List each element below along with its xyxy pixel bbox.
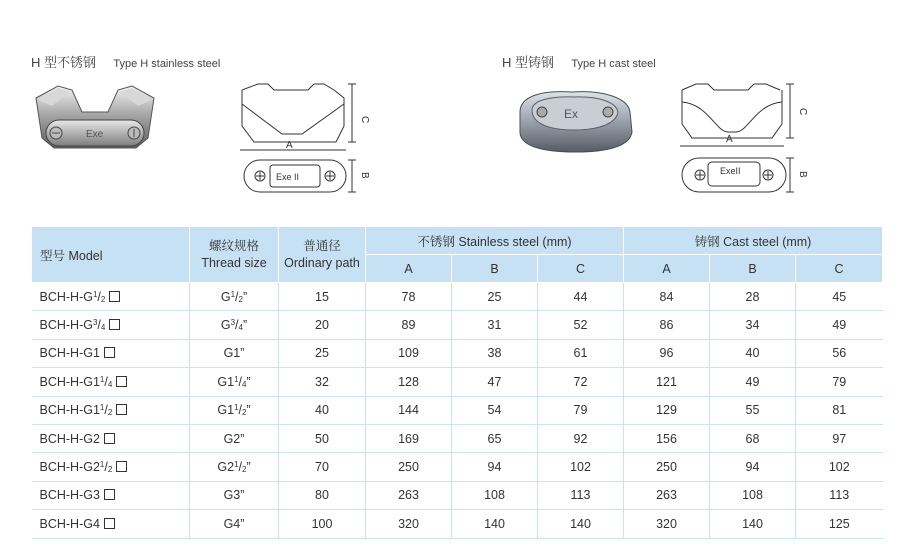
header-cast-c: C (796, 255, 883, 283)
cell-stainless-c: 140 (538, 510, 624, 538)
model-base: BCH-H-G1 (39, 403, 100, 418)
cell-stainless-a: 250 (366, 453, 452, 481)
header-path-cn: 普通径 (303, 238, 341, 253)
cell-cast-c: 49 (796, 311, 883, 339)
stainless-dim-a: A (286, 140, 293, 151)
cell-stainless-c: 44 (538, 283, 624, 311)
cell-thread-size: $G^3/_4$” (190, 311, 279, 339)
model-fraction-denominator: 4 (107, 379, 113, 389)
table-row (32, 481, 883, 509)
cell-ordinary-path: 100 (279, 510, 366, 538)
thread-fraction-numerator: 3 (230, 318, 236, 328)
cell-model: BCH-$H-G1^1/_2$ (32, 396, 190, 424)
thread-base: G1 (217, 374, 235, 389)
cell-cast-c: 113 (796, 481, 883, 509)
header-thread-cn: 螺纹规格 (208, 238, 259, 253)
header-path-en: Ordinary path (284, 255, 360, 270)
cell-cast-a: 84 (624, 283, 710, 311)
header-stainless-c: C (538, 255, 624, 283)
cell-cast-a: 129 (624, 396, 710, 424)
model-checkbox-glyph (116, 376, 127, 387)
table-row (32, 453, 883, 481)
model-checkbox-glyph (104, 518, 115, 529)
model-fraction-numerator: 1 (92, 289, 98, 299)
stainless-drawing-mark: Exe II (276, 172, 300, 182)
cell-ordinary-path: 25 (279, 339, 366, 367)
cell-thread-size: $G^1/_2$” (190, 283, 279, 311)
cell-stainless-c: 102 (538, 453, 624, 481)
cell-stainless-b: 140 (452, 510, 538, 538)
thread-base: G (220, 289, 231, 304)
thread-base: G1 (217, 403, 235, 418)
thread-base: G1 (223, 346, 241, 361)
table-row (32, 339, 883, 367)
inch-mark: ” (240, 488, 245, 503)
cell-stainless-a: 128 (366, 368, 452, 396)
table-row (32, 368, 883, 396)
stainless-dimension-drawing (236, 76, 370, 200)
cell-cast-c: 79 (796, 368, 883, 396)
cell-cast-a: 263 (624, 481, 710, 509)
cell-cast-a: 96 (624, 339, 710, 367)
cell-cast-c: 102 (796, 453, 883, 481)
stainless-dim-b: B (359, 172, 370, 179)
model-checkbox-glyph (116, 404, 127, 415)
inch-mark: ” (246, 460, 251, 475)
cell-stainless-b: 54 (452, 396, 538, 424)
inch-mark: ” (242, 289, 248, 304)
cell-thread-size (190, 510, 279, 538)
thread-base: G (220, 318, 231, 333)
model-base: BCH-H-G1 (39, 374, 100, 389)
left-title-cn: H 型不锈钢 (31, 55, 97, 70)
cell-cast-b: 40 (710, 339, 796, 367)
cell-cast-a: 156 (624, 424, 710, 452)
cast-fitting-photo (512, 86, 638, 158)
cell-cast-b: 140 (710, 510, 796, 538)
model-checkbox-glyph (104, 347, 115, 358)
cell-model (32, 481, 190, 509)
cell-stainless-a: 263 (366, 481, 452, 509)
thread-fraction-numerator: 1 (234, 403, 239, 413)
cell-stainless-b: 65 (452, 424, 538, 452)
cell-model: BCH-$H-G^3/_4$ (32, 311, 190, 339)
cell-cast-b: 68 (710, 424, 796, 452)
right-section-title (502, 52, 656, 71)
table-row (32, 311, 883, 339)
cell-stainless-b: 94 (452, 453, 538, 481)
inch-mark: ” (242, 318, 248, 333)
cell-cast-b: 55 (710, 396, 796, 424)
cell-stainless-a: 144 (366, 396, 452, 424)
cell-stainless-a: 78 (366, 283, 452, 311)
cell-stainless-a: 320 (366, 510, 452, 538)
model-fraction-numerator: 1 (99, 460, 105, 470)
cell-cast-c: 81 (796, 396, 883, 424)
inch-mark: ” (240, 431, 245, 446)
cell-ordinary-path: 70 (279, 453, 366, 481)
cell-thread-size (190, 339, 279, 367)
thread-fraction-denominator: 2 (242, 465, 247, 475)
cell-stainless-c: 79 (538, 396, 624, 424)
cell-stainless-c: 52 (538, 311, 624, 339)
model-checkbox-glyph (104, 489, 115, 500)
cell-cast-b: 34 (710, 311, 796, 339)
inch-mark: ” (246, 403, 251, 418)
thread-fraction-numerator: 1 (234, 374, 239, 384)
model-base: BCH-H-G2 (39, 431, 100, 446)
thread-fraction-numerator: 1 (234, 460, 239, 470)
model-fraction-denominator: 4 (100, 323, 106, 333)
header-thread-size (190, 227, 279, 283)
cell-thread-size (190, 481, 279, 509)
cell-cast-b: 108 (710, 481, 796, 509)
cell-cast-b: 28 (710, 283, 796, 311)
cell-ordinary-path: 32 (279, 368, 366, 396)
header-model: 型号 Model (32, 227, 190, 283)
thread-fraction-numerator: 1 (230, 289, 236, 299)
header-stainless-group: 不锈钢 Stainless steel (mm) (366, 227, 624, 255)
cell-stainless-a: 109 (366, 339, 452, 367)
model-fraction-numerator: 3 (92, 318, 98, 328)
model-base: BCH-H-G2 (39, 460, 100, 475)
thread-fraction-denominator: 2 (242, 408, 247, 418)
cell-model: BCH-$H-G2^1/_2$ (32, 453, 190, 481)
model-fraction-denominator: 2 (107, 408, 113, 418)
model-base: BCH-H-G3 (39, 488, 100, 503)
inch-mark: ” (246, 374, 251, 389)
cell-cast-c: 45 (796, 283, 883, 311)
cell-thread-size (190, 424, 279, 452)
cell-stainless-c: 92 (538, 424, 624, 452)
model-fraction-numerator: 1 (99, 374, 105, 384)
cell-cast-c: 97 (796, 424, 883, 452)
model-base: BCH-H-G (39, 289, 93, 304)
stainless-photo-mark: Exe (86, 129, 104, 140)
cell-cast-a: 121 (624, 368, 710, 396)
cell-model (32, 424, 190, 452)
cell-thread-size: $G2^1/_2$” (190, 453, 279, 481)
cell-cast-b: 49 (710, 368, 796, 396)
stainless-fitting-photo (30, 76, 160, 166)
cell-cast-a: 250 (624, 453, 710, 481)
cell-model (32, 510, 190, 538)
cell-stainless-c: 61 (538, 339, 624, 367)
thread-fraction-denominator: 4 (238, 323, 243, 333)
table-row (32, 510, 883, 538)
model-fraction-numerator: 1 (99, 403, 105, 413)
right-title-cn: H 型铸钢 (502, 55, 555, 70)
model-checkbox-glyph (104, 433, 115, 444)
cast-photo-mark: Ex (564, 107, 579, 121)
cell-stainless-b: 31 (452, 311, 538, 339)
left-section-title (31, 52, 220, 71)
specification-rows (32, 283, 883, 539)
cell-stainless-b: 108 (452, 481, 538, 509)
cell-thread-size: $G1^1/_4$” (190, 368, 279, 396)
inch-mark: ” (240, 516, 245, 531)
header-ordinary-path (279, 227, 366, 283)
header-stainless-b: B (452, 255, 538, 283)
header-thread-en: Thread size (201, 255, 267, 270)
thread-base: G2 (217, 460, 235, 475)
table-row (32, 396, 883, 424)
cell-cast-c: 56 (796, 339, 883, 367)
cast-drawing-mark: ExeII (720, 166, 741, 176)
cell-ordinary-path: 50 (279, 424, 366, 452)
cell-stainless-b: 25 (452, 283, 538, 311)
right-title-en: Type H cast steel (571, 58, 656, 70)
thread-fraction-denominator: 2 (238, 294, 243, 304)
table-row (32, 283, 883, 311)
model-checkbox-glyph (116, 461, 127, 472)
thread-base: G4 (223, 516, 241, 531)
model-fraction-denominator: 2 (100, 294, 106, 304)
cell-model: BCH-$H-G^1/_2$ (32, 283, 190, 311)
header-stainless-a: A (366, 255, 452, 283)
table-row (32, 424, 883, 452)
model-base: BCH-H-G4 (39, 516, 100, 531)
cell-stainless-a: 89 (366, 311, 452, 339)
header-cast-group: 铸钢 Cast steel (mm) (624, 227, 883, 255)
cell-stainless-b: 47 (452, 368, 538, 396)
cell-ordinary-path: 20 (279, 311, 366, 339)
model-base: BCH-H-G (39, 318, 93, 333)
cell-model: BCH-$H-G1^1/_4$ (32, 368, 190, 396)
cell-stainless-c: 72 (538, 368, 624, 396)
cell-stainless-c: 113 (538, 481, 624, 509)
cell-cast-b: 94 (710, 453, 796, 481)
cast-dim-c: C (797, 108, 808, 116)
cell-ordinary-path: 80 (279, 481, 366, 509)
model-checkbox-glyph (109, 319, 120, 330)
thread-base: G2 (223, 431, 241, 446)
inch-mark: ” (240, 346, 245, 361)
cell-ordinary-path: 40 (279, 396, 366, 424)
model-fraction-denominator: 2 (107, 465, 113, 475)
model-base: BCH-H-G1 (39, 346, 100, 361)
cell-stainless-b: 38 (452, 339, 538, 367)
cell-cast-a: 320 (624, 510, 710, 538)
cast-dim-b: B (797, 171, 808, 178)
cell-cast-a: 86 (624, 311, 710, 339)
model-checkbox-glyph (109, 291, 120, 302)
header-cast-a: A (624, 255, 710, 283)
specification-table (31, 226, 883, 539)
cast-dim-a: A (726, 134, 733, 145)
cell-stainless-a: 169 (366, 424, 452, 452)
thread-fraction-denominator: 4 (242, 379, 247, 389)
cell-ordinary-path: 15 (279, 283, 366, 311)
thread-base: G3 (223, 488, 241, 503)
cell-thread-size: $G1^1/_2$” (190, 396, 279, 424)
stainless-dim-c: C (359, 116, 370, 124)
cast-dimension-drawing (678, 76, 812, 200)
cell-cast-c: 125 (796, 510, 883, 538)
left-title-en: Type H stainless steel (113, 58, 221, 70)
header-cast-b: B (710, 255, 796, 283)
cell-model (32, 339, 190, 367)
